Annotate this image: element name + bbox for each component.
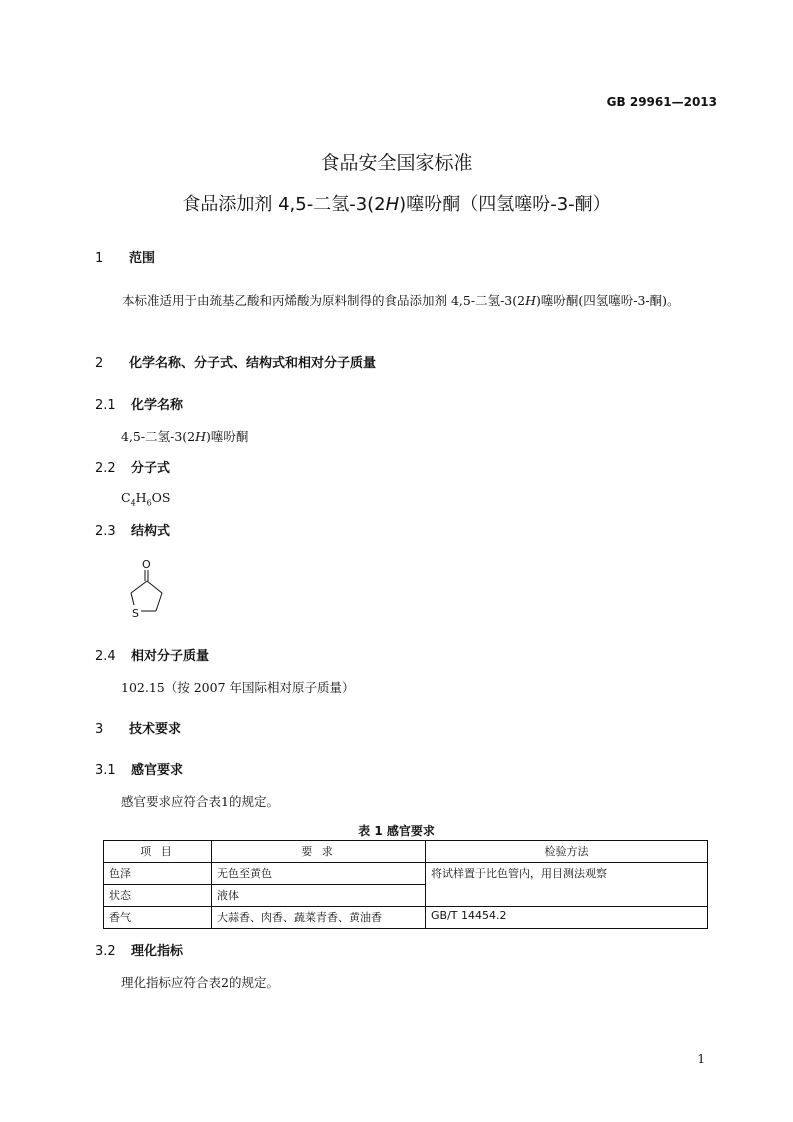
section-number: 3.1 [95, 763, 116, 778]
section-3-2-heading [95, 940, 183, 959]
sensory-table [103, 840, 708, 929]
section-title: 化学名称、分子式、结构式和相对分子质量 [129, 356, 377, 371]
cell-item: 香气 [104, 907, 212, 929]
oxygen-label: O [142, 558, 151, 571]
cell-item: 色泽 [104, 863, 212, 885]
doc-subtitle [0, 190, 793, 216]
chem-name-italic: H [195, 429, 207, 444]
scope-text-italic: H [525, 293, 536, 308]
section-number: 3.2 [95, 944, 116, 959]
page-number: 1 [697, 1052, 705, 1066]
molecular-formula [121, 490, 170, 508]
scope-text-pre: 本标准适用于由巯基乙酸和丙烯酸为原料制得的食品添加剂 4,5-二氢-3(2 [122, 293, 526, 308]
cell-method: 将试样置于比色管内，用目测法观察 [426, 863, 708, 907]
subtitle-italic: H [385, 194, 400, 215]
ring-bond [156, 593, 162, 611]
cell-requirement: 大蒜香、肉香、蔬菜青香、黄油香 [212, 907, 426, 929]
formula-c: C [121, 490, 131, 505]
chem-name-post: )噻吩酮 [206, 429, 249, 444]
section-3-1-heading [95, 759, 183, 778]
formula-c-count: 4 [130, 498, 136, 508]
section-number: 1 [95, 251, 104, 266]
section-title: 结构式 [131, 524, 171, 539]
sulfur-label: S [132, 607, 139, 620]
section-number: 2.3 [95, 524, 116, 539]
scope-text-post: )噻吩酮(四氢噻吩-3-酮)。 [536, 293, 680, 308]
section-title: 范围 [129, 251, 156, 266]
section-number: 2.2 [95, 461, 116, 476]
section-2-4-heading [95, 645, 209, 664]
section-2-3-heading [95, 520, 170, 539]
cell-requirement: 无色至黄色 [212, 863, 426, 885]
section-title: 化学名称 [131, 398, 184, 413]
section-2-1-heading [95, 394, 183, 413]
chemical-name [121, 427, 248, 445]
header-requirement: 要 求 [212, 841, 426, 863]
section-title: 技术要求 [129, 722, 182, 737]
subtitle-post: )噻吩酮（四氢噻吩-3-酮） [399, 194, 611, 215]
doc-title: 食品安全国家标准 [320, 152, 473, 174]
ring-bond [131, 593, 134, 605]
table-header-row [104, 841, 708, 863]
header-item: 项 目 [104, 841, 212, 863]
table-row [104, 907, 708, 929]
section-title: 理化指标 [131, 944, 184, 959]
standard-number: GB 29961—2013 [606, 95, 717, 109]
section-number: 3 [95, 722, 104, 737]
section-number: 2 [95, 356, 104, 371]
section-title: 感官要求 [131, 763, 184, 778]
table-1-caption: 表 1 感官要求 [358, 824, 435, 838]
physchem-intro: 理化指标应符合表2的规定。 [121, 975, 279, 990]
section-3-heading [95, 718, 181, 737]
section-2-heading [95, 352, 376, 371]
molecular-mass: 102.15（按 2007 年国际相对原子质量） [121, 680, 355, 695]
cell-method: GB/T 14454.2 [426, 907, 708, 929]
section-1-heading [95, 247, 155, 266]
ring-bond [147, 581, 162, 593]
section-number: 2.4 [95, 649, 116, 664]
section-title: 相对分子质量 [131, 649, 210, 664]
formula-h-count: 6 [146, 498, 152, 508]
section-title: 分子式 [131, 461, 171, 476]
cell-item: 状态 [104, 885, 212, 907]
ring-bond [131, 581, 147, 593]
section-2-2-heading [95, 457, 170, 476]
subtitle-pre: 食品添加剂 4,5-二氢-3(2 [182, 194, 386, 215]
formula-h: H [135, 490, 147, 505]
table-row [104, 863, 708, 885]
scope-paragraph [95, 290, 715, 311]
chem-name-pre: 4,5-二氢-3(2 [121, 429, 196, 444]
formula-rest: OS [151, 490, 171, 505]
structural-formula [118, 555, 178, 623]
cell-requirement: 液体 [212, 885, 426, 907]
section-number: 2.1 [95, 398, 116, 413]
header-method: 检验方法 [426, 841, 708, 863]
sensory-intro: 感官要求应符合表1的规定。 [121, 794, 279, 809]
